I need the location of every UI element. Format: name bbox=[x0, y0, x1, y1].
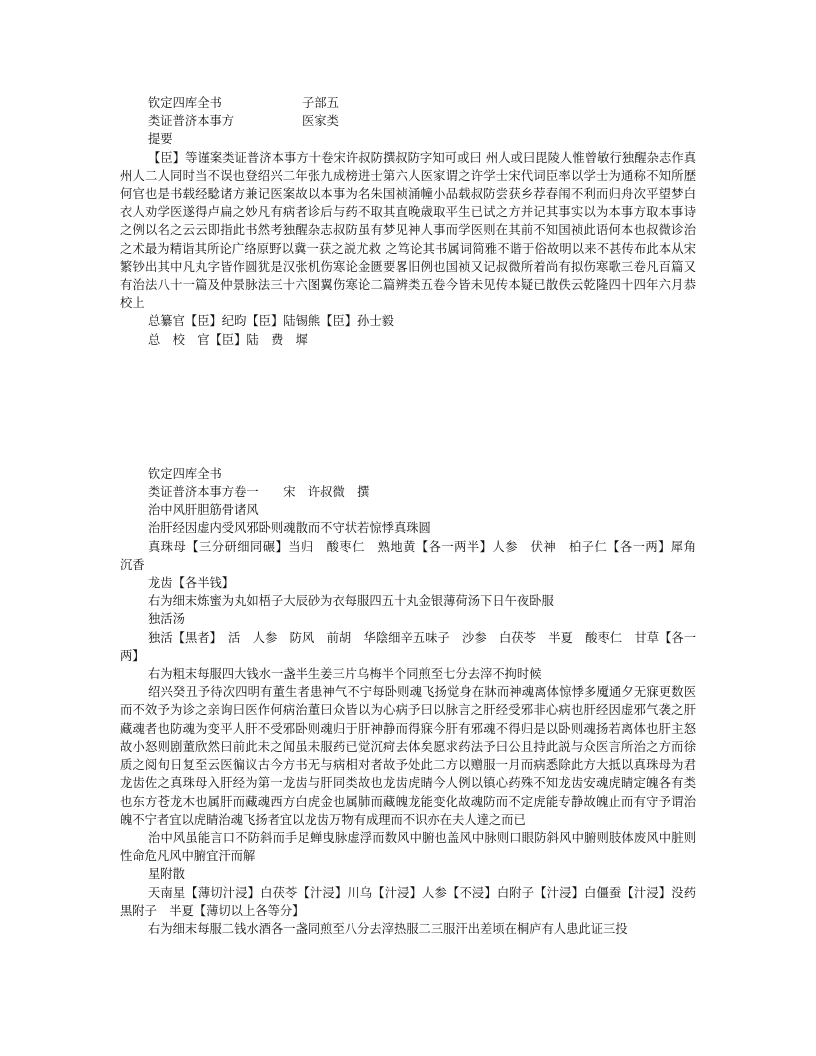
tiyao-heading: 提要 bbox=[148, 132, 173, 147]
volume-book-title: 钦定四库全书 bbox=[148, 466, 222, 481]
category-label: 医家类 bbox=[302, 114, 339, 129]
zhenzhu-formula: 真珠母【三分研细同碾】当归 酸枣仁 熟地黄【各一两半】人参 伏神 柏子仁【各一两】犀角 沉香 bbox=[120, 539, 709, 572]
duhuo-formula: 独活【黒者】 活 人参 防风 前胡 华陰细辛五味子 沙参 白茯苓 半夏 酸枣仁 甘草【各一两】 bbox=[120, 630, 696, 663]
duhuo-method: 右为粗末每服四大钱水一盏半生姜三片乌梅半个同煎至七分去滓不拘时候 bbox=[148, 667, 542, 682]
credits-line-1: 总纂官【臣】纪昀【臣】陆锡熊【臣】孙士毅 bbox=[148, 314, 394, 329]
xingfu-title: 星附散 bbox=[148, 867, 185, 882]
part-label: 子部五 bbox=[302, 96, 339, 110]
header-line-2 bbox=[120, 112, 696, 130]
credits-line-2: 总 校 官【臣】陆 费 墀 bbox=[148, 332, 308, 347]
longchi-line: 龙齿【各半钱】 bbox=[148, 576, 235, 591]
work-title: 类证普济本事方 bbox=[148, 114, 235, 129]
xingfu-formula: 天南星【薄切汁浸】白茯苓【汁浸】川乌【汁浸】人参【不浸】白附子【汁浸】白僵蚕【汁浸】没药 黒附子 半夏【薄切以上各等分】 bbox=[120, 885, 709, 918]
document-page bbox=[120, 94, 709, 938]
page-gap bbox=[120, 349, 696, 465]
tiyao-body: 【臣】等谨案类证普济本事方十卷宋许叔防撰叔防字知可或曰 州人或曰毘陵人惟曾敏行独醒杂志作真州人二人同时当不误也登绍兴二年张九成榜进士第六人医家谓之许学士宋代词臣率以学士为通称不知所歴何官也是书载经騐诸方兼记医案故以本事为名朱国祯涌幢小品载叔防尝获乡荐春闱不利而归舟次平望梦白衣人劝学医遂得卢扁之妙凡有病者诊后与药不取其直晚歳取平生已试之方并记其事实以为本事方取本事诗之例以名之云云即指此书然考独醒杂志叔防虽有梦见神人事而学医则在其前不知国祯此语何本也叔微诊治之术最为精诣其所论广络原野以冀一获之説尤救 之笃论其书属词简雅不谐于俗故明以来不甚传布此本从宋繁钞出其中凡丸字皆作圆犹是汉张机伤寒论金匮要畧旧例也国祯又记叔微所着尚有拟伤寒歌三卷凡百篇又有治法八十一篇及仲景脉法三十六图翼伤寒论二篇辨类五卷今皆未见传本疑已散佚云乾隆四十四年六月恭校上 bbox=[120, 150, 696, 311]
case-record: 绍兴癸丑予待次四明有董生者患神气不宁每卧则魂飞扬觉身在牀而神魂离体惊悸多魇通夕无寐更数医而不效予为诊之亲询曰医作何病治董曰众皆以为心病予曰以脉言之肝经受邪非心病也肝经因虚邪气袭之肝藏魂者也防魂为变平人肝不受邪卧则魂归于肝神静而得寐今肝有邪魂不得归是以卧则魂扬若离体也肝主怒故小怒则剧董欣然曰前此未之闻虽未服药已觉沉疴去体矣愿求药法予曰公且持此説与众医言所治之方而徐质之阅旬日复至云医徧议古今方书无与病相对者故予处此二方以赠服一月而病悉除此方大抵以真珠母为君龙齿佐之真珠母入肝经为第一龙齿与肝同类故也龙齿虎睛今人例以镇心药殊不知龙齿安魂虎睛定魄各有类也东方苍龙木也属肝而藏魂西方白虎金也属肺而藏魄龙能变化故魂防而不定虎能专静故魄止而有守予谓治魄不宁者宜以虎睛治魂飞扬者宜以龙齿万物有成理而不识亦在夫人達之而已 bbox=[120, 685, 696, 827]
duhuo-title: 独活汤 bbox=[148, 612, 185, 627]
header-line-1 bbox=[120, 94, 696, 112]
zhenzhu-method: 右为细末炼蜜为丸如梧子大辰砂为衣每服四五十丸金银薄荷汤下日午夜卧服 bbox=[148, 594, 554, 609]
book-title: 钦定四库全书 bbox=[148, 96, 222, 110]
xingfu-method: 右为细末每服二钱水酒各一盏同煎至八分去滓热服二三服汗出差顷在桐庐有人患此证三投 bbox=[148, 921, 628, 936]
zhongfeng-text: 治中风虽能言口不防斜而手足蝉曳脉虚浮而数风中腑也盖风中脉则口眼防斜风中腑则肢体废风中脏则性命危凡风中腑宜汗而解 bbox=[120, 830, 696, 864]
chapter-heading: 治中风肝胆筋骨诸风 bbox=[148, 503, 259, 518]
volume-title-line: 类证普济本事方卷一 宋 许叔微 撰 bbox=[148, 485, 370, 500]
zhenzhu-intro: 治肝经因虚内受风邪卧则魂散而不守状若惊悸真珠圆 bbox=[148, 521, 431, 536]
